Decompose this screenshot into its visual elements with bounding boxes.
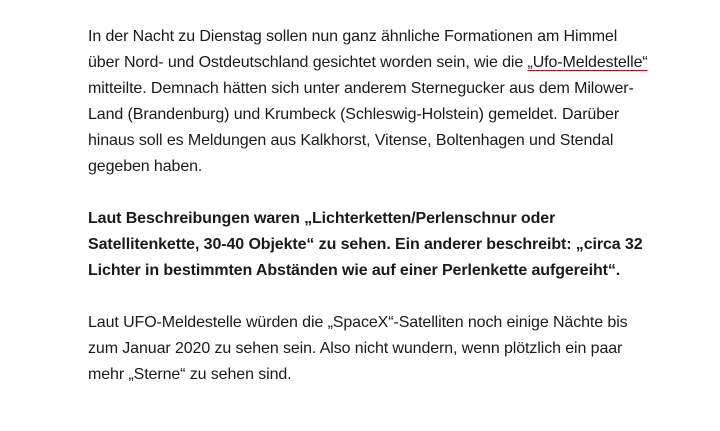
article-body <box>88 24 648 388</box>
paragraph-spacer <box>88 180 648 206</box>
paragraph-spacex: Laut UFO-Meldestelle würden die „SpaceX“-Satelliten noch einige Nächte bis zum Januar 2020 zu sehen sein. Also nicht wundern, wenn plötzlich ein paar mehr „Sterne“ zu sehen sind. <box>88 314 628 383</box>
ufo-meldestelle-link[interactable]: „Ufo-Meldestelle“ <box>527 54 648 71</box>
paragraph-spacer <box>88 284 648 310</box>
paragraph-sightings-text-end: mitteilte. Demnach hätten sich unter anderem Sternegucker aus dem Milower-Land (Brandenburg) und Krumbeck (Schleswig-Holstein) gemeldet. Darüber hinaus soll es Meldungen aus Kalkhorst, Vitense, Boltenhagen und Stendal gegeben haben. <box>88 80 634 175</box>
paragraph-descriptions: Laut Beschreibungen waren „Lichterketten/Perlenschnur oder Satellitenkette, 30-40 Objekte“ zu sehen. Ein anderer beschreibt: „circa 32 Lichter in bestimmten Abständen wie auf einer Perlenkette aufgereiht“. <box>88 210 643 279</box>
paragraph-sightings <box>88 24 648 180</box>
paragraph-sightings-text-start: In der Nacht zu Dienstag sollen nun ganz ähnliche Formationen am Himmel über Nord- und Ostdeutschland gesichtet worden sein, wie die <box>88 28 618 71</box>
